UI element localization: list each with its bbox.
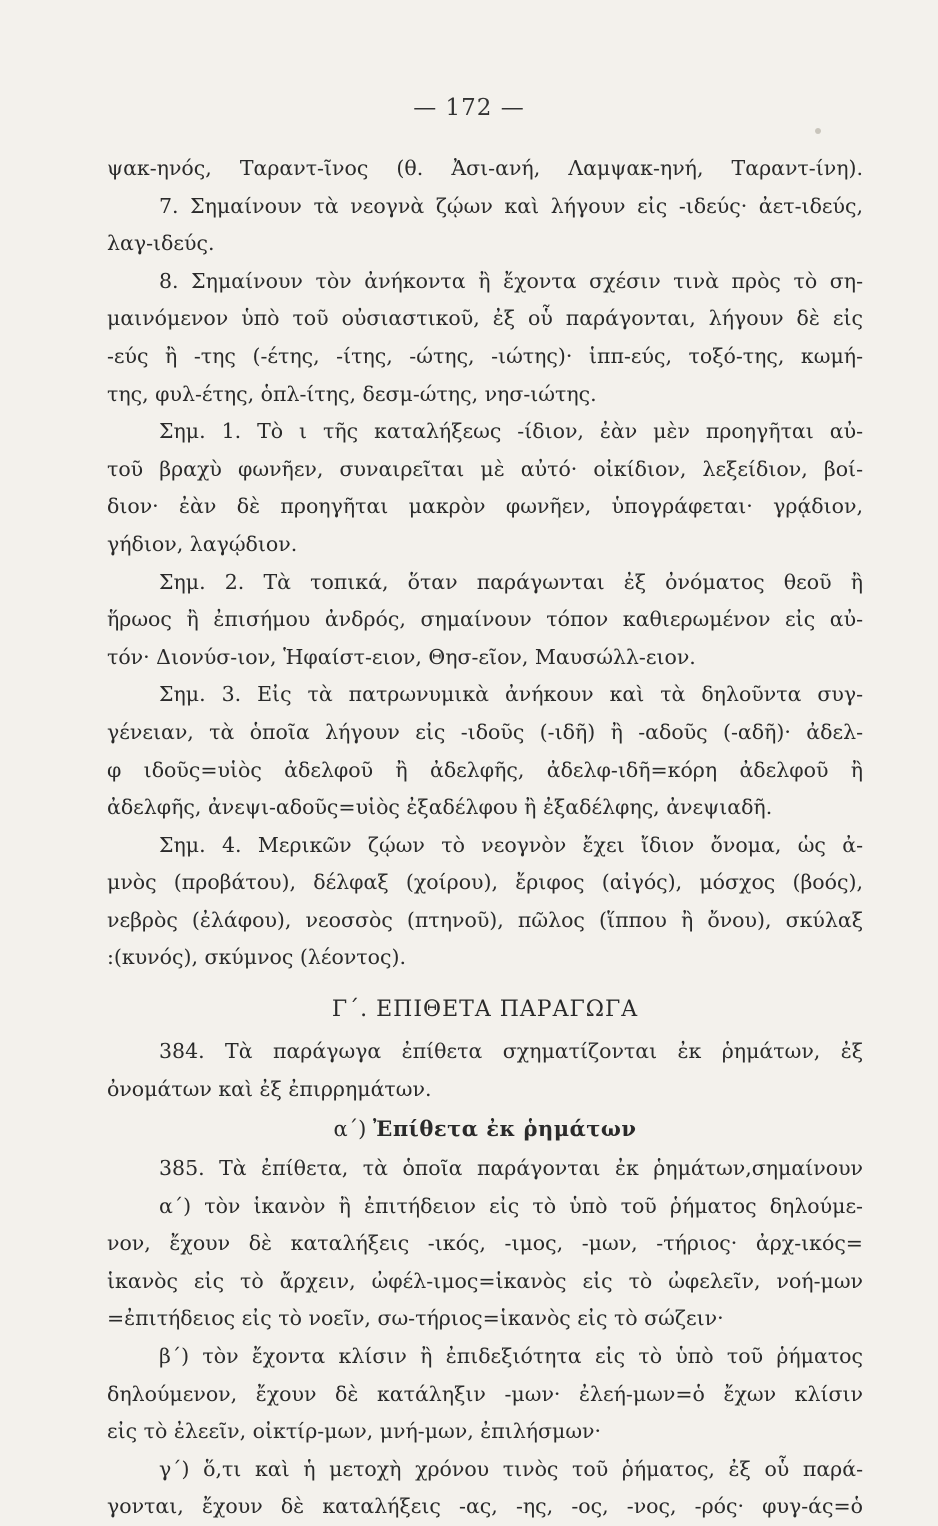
text-line: νεβρὸς (ἐλάφου), νεοσσὸς (πτηνοῦ), πῶλος (ἵππου ἢ ὄνου), σκύλαξ <box>107 907 863 932</box>
text-line: :(κυνός), σκύμνος (λέοντος). <box>107 945 406 970</box>
text-line: ψακ-ηνός, Ταραντ-ῖνος (θ. Ἀσι-ανή, Λαμψακ-ηνή, Ταραντ-ίνη). <box>107 156 863 180</box>
text-line: ἱκανὸς εἰς τὸ ἄρχειν, ὠφέλ-ιμος=ἱκανὸς εἰς τὸ ὠφελεῖν, νοή-μων <box>107 1268 863 1293</box>
text-line: εἰς τὸ ἐλεεῖν, οἰκτίρ-μων, μνή-μων, ἐπιλήσμων· <box>107 1419 602 1444</box>
text-line: α΄) τὸν ἱκανὸν ἢ ἐπιτήδειον εἰς τὸ ὑπὸ τοῦ ῥήματος δηλούμε- <box>159 1193 863 1218</box>
text-line: διον· ἐὰν δὲ προηγῆται μακρὸν φωνῆεν, ὑπογράφεται· γρᾴδιον, <box>107 494 863 519</box>
text-line: τοῦ βραχὺ φωνῆεν, συναιρεῖται μὲ αὐτό· οἰκίδιον, λεξείδιον, βοί- <box>107 456 863 481</box>
text-line: μαινόμενον ὑπὸ τοῦ οὐσιαστικοῦ, ἐξ οὗ παράγονται, λήγουν δὲ εἰς <box>107 306 863 331</box>
text-line: γ΄) ὅ,τι καὶ ἡ μετοχὴ χρόνου τινὸς τοῦ ῥήματος, ἐξ οὗ παρά- <box>159 1456 863 1481</box>
text-line: ἀδελφῆς, ἀνεψι-αδοῦς=υἱὸς ἐξαδέλφου ἢ ἐξαδέλφης, ἀνεψιαδῆ. <box>107 795 773 820</box>
subheading <box>107 1110 863 1148</box>
text-line: ὀνομάτων καὶ ἐξ ἐπιρρημάτων. <box>107 1076 432 1101</box>
paper-speck <box>815 128 821 134</box>
text-line: νον, ἔχουν δὲ καταλήξεις -ικός, -ιμος, -μων, -τήριος· ἀρχ-ικός= <box>107 1231 863 1256</box>
body-text-top <box>107 150 863 977</box>
section-heading: Γ΄. ΕΠΙΘΕΤΑ ΠΑΡΑΓΩΓΑ <box>331 997 639 1022</box>
text-line: -εύς ἢ -της (-έτης, -ίτης, -ώτης, -ιώτης)· ἱππ-εύς, τοξό-της, κωμή- <box>107 343 863 368</box>
text-line: 8. Σημαίνουν τὸν ἀνήκοντα ἢ ἔχοντα σχέσιν τινὰ πρὸς τὸ ση- <box>159 268 863 293</box>
text-line: λαγ-ιδεύς. <box>107 231 215 256</box>
text-line: της, φυλ-έτης, ὁπλ-ίτης, δεσμ-ώτης, νησ-ιώτης. <box>107 381 597 406</box>
text-line: Σημ. 1. Τὸ ι τῆς καταλήξεως -ίδιον, ἐὰν μὲν προηγῆται αὐ- <box>159 419 863 444</box>
paragraph-385 <box>107 1150 863 1526</box>
paragraph-384 <box>107 1033 863 1108</box>
text-line: 7. Σημαίνουν τὰ νεογνὰ ζῴων καὶ λήγουν εἰς -ιδεύς· ἀετ-ιδεύς, <box>159 193 863 218</box>
text-line: δηλούμενον, ἔχουν δὲ κατάληξιν -μων· ἐλεή-μων=ὁ ἔχων κλίσιν <box>107 1381 863 1406</box>
text-line: Σημ. 3. Εἰς τὰ πατρωνυμικὰ ἀνήκουν καὶ τὰ δηλοῦντα συγ- <box>159 682 863 707</box>
text-line: γένειαν, τὰ ὁποῖα λήγουν εἰς -ιδοῦς (-ιδῆ) ἢ -αδοῦς (-αδῆ)· ἀδελ- <box>107 719 863 744</box>
text-line: μνὸς (προβάτου), δέλφαξ (χοίρου), ἔριφος (αἰγός), μόσχος (βοός), <box>107 870 863 895</box>
subheading-label: α΄) <box>333 1117 367 1141</box>
text-line: 384. Τὰ παράγωγα ἐπίθετα σχηματίζονται ἐκ ῥημάτων, ἐξ <box>159 1039 863 1063</box>
text-line: β΄) τὸν ἔχοντα κλίσιν ἢ ἐπιδεξιότητα εἰς τὸ ὑπὸ τοῦ ῥήματος <box>159 1343 863 1368</box>
section-heading-block <box>107 990 863 1030</box>
subheading-title: Ἐπίθετα ἐκ ῥημάτων <box>373 1116 637 1141</box>
text-line: Σημ. 4. Μερικῶν ζῴων τὸ νεογνὸν ἔχει ἴδιον ὄνομα, ὡς ἀ- <box>159 832 863 857</box>
text-line: Σημ. 2. Τὰ τοπικά, ὅταν παράγωνται ἐξ ὀνόματος θεοῦ ἢ <box>159 569 863 594</box>
text-line: φ ιδοῦς=υἱὸς ἀδελφοῦ ἢ ἀδελφῆς, ἀδελφ-ιδῆ=κόρη ἀδελφοῦ ἢ <box>107 757 863 782</box>
text-line: γήδιον, λαγῴδιον. <box>107 531 298 556</box>
text-line: ἥρωος ἢ ἐπισήμου ἀνδρός, σημαίνουν τόπον καθιερωμένον εἰς αὐ- <box>107 607 863 632</box>
page-number: — 172 — <box>413 95 525 121</box>
subheading-block <box>107 1110 863 1148</box>
text-line: γονται, ἔχουν δὲ καταλήξεις -ας, -ης, -ος, -νος, -ρός· φυγ-άς=ὁ <box>107 1494 863 1519</box>
text-line: 385. Τὰ ἐπίθετα, τὰ ὁποῖα παράγονται ἐκ ῥημάτων,σημαίνουν <box>159 1156 863 1180</box>
text-line: τόν· Διονύσ-ιον, Ἡφαίστ-ειον, Θησ-εῖον, Μαυσώλλ-ειον. <box>107 644 696 669</box>
text-line: =ἐπιτήδειος εἰς τὸ νοεῖν, σω-τήριος=ἱκανὸς εἰς τὸ σώζειν· <box>107 1306 724 1331</box>
